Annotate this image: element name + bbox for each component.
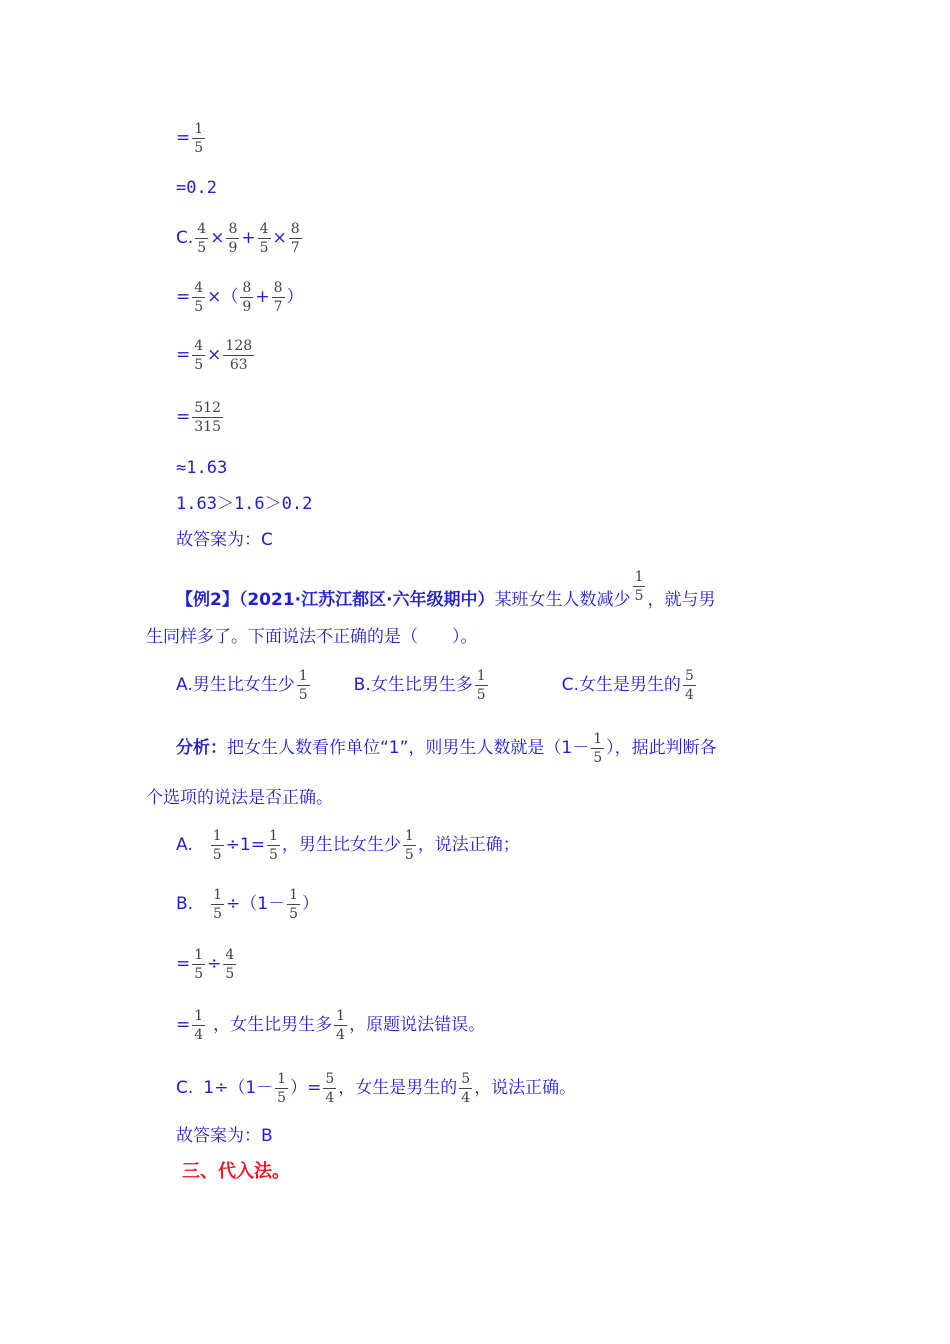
denominator: 5 [289, 905, 298, 922]
calc-text: ≈1.63 [176, 457, 228, 478]
times-sign: × [272, 227, 287, 248]
fraction [240, 281, 253, 314]
answer-text: 故答案为：C [176, 529, 273, 550]
numerator: 512 [194, 399, 221, 416]
solution-text: ，说法正确； [417, 834, 520, 855]
denominator: 4 [325, 1089, 335, 1106]
calc-line [176, 325, 256, 385]
options-line [176, 655, 698, 715]
numerator: 5 [325, 1070, 335, 1087]
denominator: 63 [229, 356, 248, 373]
denominator: 9 [228, 239, 238, 256]
numerator: 1 [298, 667, 308, 684]
fraction [192, 948, 205, 981]
numerator: 1 [476, 667, 486, 684]
analysis-text: 个选项的说法是否正确。 [146, 787, 333, 808]
solution-text: ，女生是男生的 [338, 1077, 458, 1098]
denominator: 5 [197, 239, 207, 256]
option-c-text: C.女生是男生的 [561, 674, 681, 695]
section-heading [182, 1142, 290, 1202]
eq-sign: = [176, 1014, 191, 1035]
numerator: 1 [194, 120, 204, 137]
denominator: 4 [684, 686, 694, 703]
denominator: 5 [268, 846, 278, 863]
fraction [403, 829, 416, 862]
denominator: 5 [298, 686, 308, 703]
option-label: C. [176, 1077, 194, 1098]
denominator: 5 [194, 139, 204, 156]
example-label: 【例2】（2021·江苏江都区·六年级期中） [176, 589, 495, 610]
numerator: 4 [197, 220, 207, 237]
fraction [192, 339, 205, 372]
numerator: 1 [277, 1070, 287, 1087]
fraction [223, 339, 254, 372]
denominator: 5 [277, 1089, 287, 1106]
analysis-text: ），据此判断各 [606, 737, 717, 758]
denominator: 5 [259, 239, 269, 256]
plus-sign: + [255, 286, 270, 307]
fraction [297, 669, 310, 702]
fraction [323, 1072, 336, 1105]
solution-text: ，原题说法错误。 [349, 1014, 486, 1035]
paren: ） [301, 893, 319, 914]
denominator: 7 [273, 298, 283, 315]
eq-sign: = [176, 127, 191, 148]
option-label: B. [176, 893, 194, 914]
question-text: 生同样多了。下面说法不正确的是（ ）。 [146, 626, 478, 647]
numerator: 1 [212, 827, 222, 844]
fraction [275, 1072, 288, 1105]
denominator: 9 [242, 298, 252, 315]
numerator: 5 [684, 667, 694, 684]
calc-line [176, 267, 304, 327]
answer-text: 故答案为：B [176, 1125, 273, 1146]
denominator: 5 [194, 298, 204, 315]
numerator: 1 [404, 827, 414, 844]
numerator: 4 [225, 946, 235, 963]
numerator: 1 [213, 886, 222, 903]
denominator: 5 [593, 749, 603, 766]
calc-text: ÷（1－ [226, 893, 286, 914]
plus-sign: + [241, 227, 256, 248]
denominator: 4 [194, 1026, 204, 1043]
fraction [226, 222, 239, 255]
fraction [272, 281, 285, 314]
denominator: 315 [194, 418, 221, 435]
numerator: 1 [336, 1007, 346, 1024]
denominator: 5 [213, 905, 222, 922]
fraction [192, 401, 223, 434]
calc-text: =0.2 [176, 177, 217, 198]
divide-sign: ÷ [207, 953, 222, 974]
eq-sign: = [176, 286, 191, 307]
paren: （ [221, 286, 239, 307]
fraction [192, 281, 205, 314]
fraction [475, 669, 488, 702]
analysis-text: 把女生人数看作单位“1”，则男生人数就是（1－ [227, 737, 590, 758]
eq-sign: = [176, 953, 191, 974]
numerator: 1 [268, 827, 278, 844]
paren: ） [286, 286, 304, 307]
fraction [289, 222, 302, 255]
calc-text: 1.63＞1.6＞0.2 [176, 493, 313, 514]
fraction [459, 1072, 472, 1105]
question-text: 某班女生人数减少 [494, 589, 631, 610]
denominator: 4 [461, 1089, 471, 1106]
fraction [334, 1009, 347, 1042]
calc-text: 1÷（1－ [203, 1077, 274, 1098]
solution-a [176, 815, 520, 875]
fraction [683, 669, 696, 702]
calc-line [176, 995, 485, 1055]
numerator: 8 [290, 220, 300, 237]
numerator: 4 [194, 279, 204, 296]
numerator: 4 [259, 220, 269, 237]
solution-text: ，男生比女生少 [281, 834, 401, 855]
calc-line [176, 934, 238, 994]
solution-text: ，女生比男生多 [213, 1014, 333, 1035]
denominator: 5 [212, 846, 222, 863]
question-text: ，就与男 [647, 589, 716, 610]
denominator: 5 [404, 846, 414, 863]
times-sign: × [207, 286, 222, 307]
fraction [633, 570, 646, 603]
denominator: 4 [336, 1026, 346, 1043]
calc-text: ）= [290, 1077, 322, 1098]
denominator: 5 [194, 356, 204, 373]
denominator: 7 [290, 239, 300, 256]
numerator: 5 [461, 1070, 471, 1087]
numerator: 8 [273, 279, 283, 296]
fraction [258, 222, 271, 255]
numerator: 8 [242, 279, 252, 296]
fraction [211, 829, 224, 862]
numerator: 1 [194, 1007, 204, 1024]
denominator: 5 [476, 686, 486, 703]
fraction [287, 888, 300, 921]
fraction [192, 122, 205, 155]
numerator: 128 [225, 337, 253, 354]
fraction [591, 732, 604, 765]
fraction [267, 829, 280, 862]
solution-b [176, 874, 319, 934]
denominator: 5 [194, 965, 204, 982]
fraction [211, 888, 224, 921]
option-b-text: B.女生比男生多 [353, 674, 473, 695]
fraction [223, 948, 236, 981]
section-title: 三、代入法。 [182, 1161, 290, 1182]
numerator: 8 [228, 220, 238, 237]
option-c-expression [176, 208, 304, 268]
times-sign: × [210, 227, 225, 248]
times-sign: × [207, 344, 222, 365]
denominator: 5 [225, 965, 235, 982]
fraction [192, 1009, 205, 1042]
numerator: 4 [194, 337, 204, 354]
fraction [195, 222, 208, 255]
numerator: 1 [289, 886, 298, 903]
answer-line [176, 510, 273, 570]
numerator: 1 [634, 568, 644, 585]
eq-sign: = [176, 406, 191, 427]
option-label: A. [176, 834, 193, 855]
eq-sign: = [176, 344, 191, 365]
analysis-label: 分析： [176, 737, 227, 758]
numerator: 1 [194, 946, 204, 963]
option-label: C. [176, 227, 194, 248]
denominator: 5 [634, 587, 644, 604]
numerator: 1 [593, 730, 603, 747]
option-a-text: A.男生比女生少 [176, 674, 295, 695]
calc-text: ÷1= [225, 834, 265, 855]
solution-text: ，说法正确。 [474, 1077, 577, 1098]
